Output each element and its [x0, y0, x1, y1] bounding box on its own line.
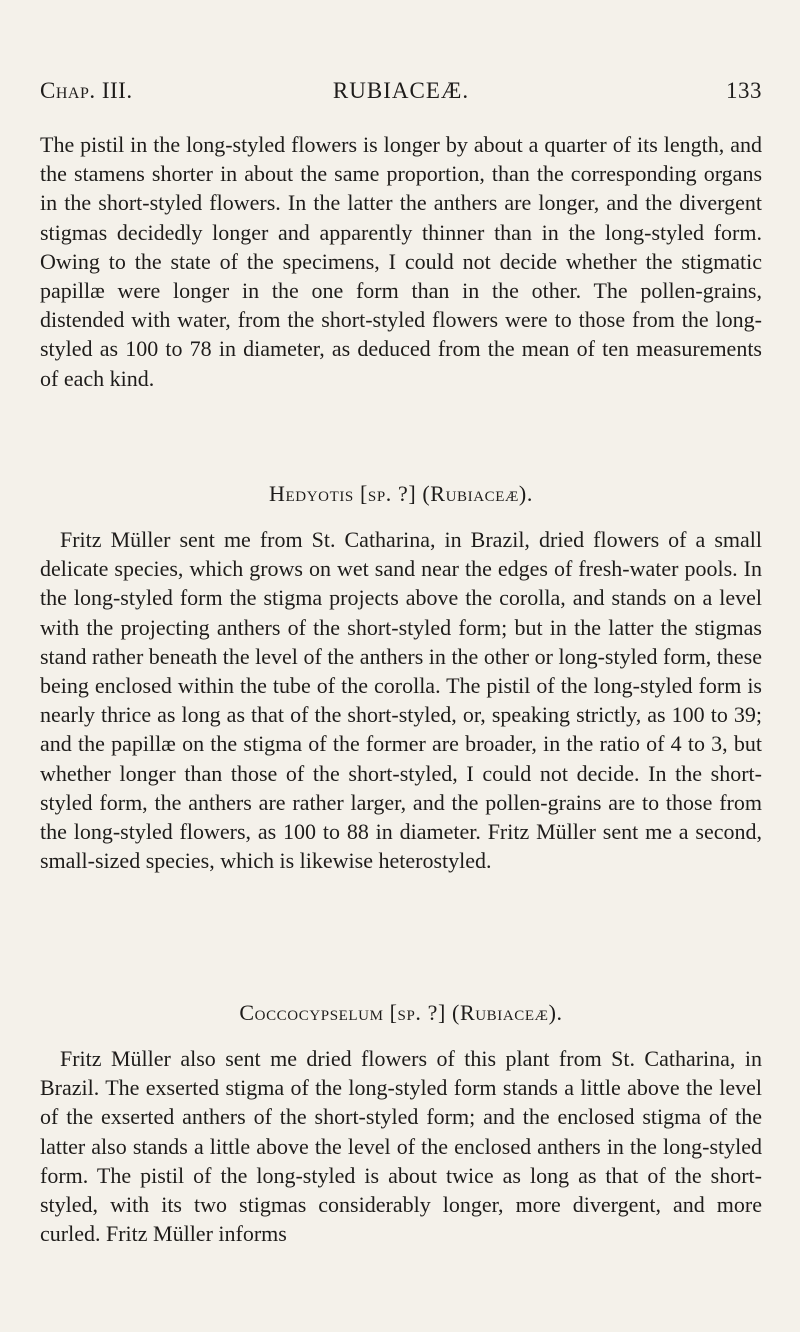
- section-heading-coccocypselum: Coccocypselum [sp. ?] (Rubiaceæ).: [239, 1000, 563, 1025]
- paragraph-3: Fritz Müller also sent me dried flowers of this plant from St. Catharina, in Brazil. The exserted stigma of the long-styled form stands a little above the level of the exserted anthers of the short-styled form; and the enclosed stigma of the latter also stands a little above the level of the enclosed anthers in the long-styled form. The pistil of the long-styled is about twice as long as that of the short-styled, with its two stigmas considerably longer, more divergent, and more curled. Fritz Müller informs: [40, 1046, 762, 1247]
- chapter-label: Chap. III.: [40, 78, 133, 103]
- running-title: RUBIACEÆ.: [332, 78, 470, 103]
- paragraph-2-block: [40, 525, 762, 875]
- paragraph-1: The pistil in the long-styled flowers is longer by about a quarter of its length, and the stamens shorter in about the same proportion, than the corresponding organs in the short-styled flowers. In the latter the anthers are longer, and the divergent stigmas decidedly longer and apparently thinner than in the long-styled form. Owing to the state of the specimens, I could not decide whether the stigmatic papillæ were longer in the one form than in the other. The pollen-grains, distended with water, from the short-styled flowers were to those from the long-styled as 100 to 78 in diameter, as deduced from the mean of ten measurements of each kind.: [40, 132, 762, 391]
- paragraph-3-block: [40, 1044, 762, 1248]
- paragraph-1-block: [40, 130, 762, 393]
- section-heading-hedyotis: Hedyotis [sp. ?] (Rubiaceæ).: [269, 481, 533, 506]
- page-number: 133: [726, 78, 762, 103]
- paragraph-2: Fritz Müller sent me from St. Catharina, in Brazil, dried flowers of a small delicate species, which grows on wet sand near the edges of fresh-water pools. In the long-styled form the stigma projects above the corolla, and stands on a level with the projecting anthers of the short-styled form; but in the latter the stigmas stand rather beneath the level of the anthers in the other or long-styled form, these being enclosed within the tube of the corolla. The pistil of the long-styled form is nearly thrice as long as that of the short-styled, or, speaking strictly, as 100 to 39; and the papillæ on the stigma of the former are broader, in the ratio of 4 to 3, but whether longer than those of the short-styled, I could not decide. In the short-styled form, the anthers are rather larger, and the pollen-grains are to those from the long-styled flowers, as 100 to 88 in diameter. Fritz Müller sent me a second, small-sized species, which is likewise heterostyled.: [40, 527, 762, 874]
- running-head: [40, 78, 762, 108]
